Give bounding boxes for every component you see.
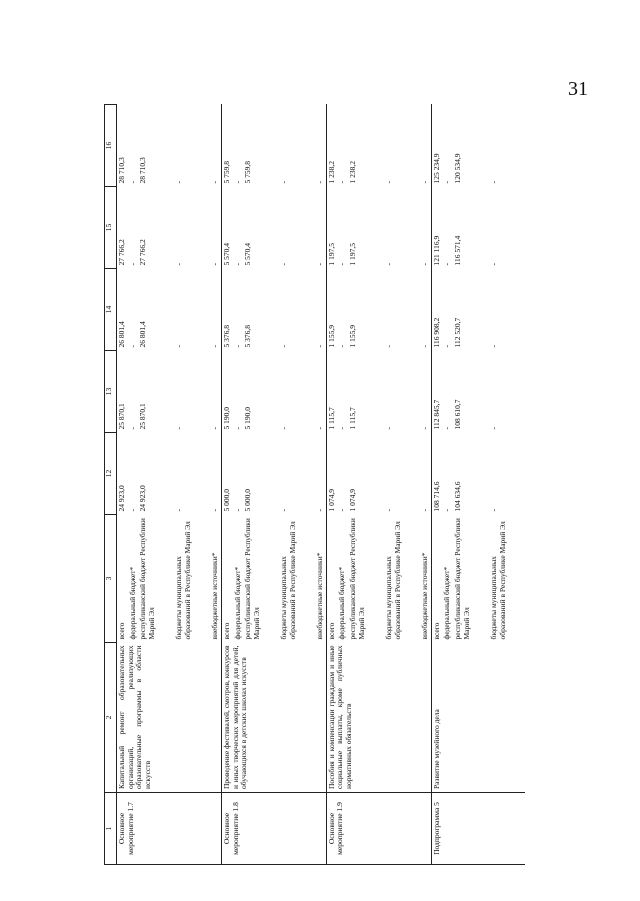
amount-cell: -	[174, 181, 184, 184]
funding-source: бюджеты муниципальных образований в Республике Марий Эл	[279, 521, 297, 640]
amount-cell: -	[442, 263, 452, 266]
measure-name: Развитие музейного дела	[431, 643, 525, 793]
amount-cell: 5 376,8	[243, 325, 253, 348]
table-row	[117, 105, 128, 865]
amount-cell: 108 610,7	[452, 399, 462, 430]
amount-cell: -	[232, 345, 242, 348]
amount-cell: -	[384, 427, 393, 430]
amount-cell: -	[384, 345, 393, 348]
amount-cell: 28 710,3	[117, 105, 128, 187]
amount-cell: -	[420, 345, 429, 348]
amount-cell: 25 870,1	[138, 403, 148, 430]
measure-id: Основное мероприятие 1.9	[326, 793, 431, 865]
amount-cell: 5 759,8	[243, 161, 253, 184]
amount-cell: -	[174, 263, 184, 266]
amount-cell: -	[488, 345, 498, 348]
header-cell: 3	[105, 515, 117, 643]
amount-cell: 1 197,5	[326, 187, 337, 269]
funding-source: федеральный бюджет*	[442, 566, 452, 640]
amount-cell: -	[279, 509, 289, 512]
amount-cell: -	[210, 509, 220, 512]
header-row	[105, 105, 117, 865]
header-cell: 16	[105, 105, 117, 187]
budget-table-rotated	[104, 105, 612, 865]
funding-source: всего	[221, 515, 232, 643]
amount-cell: 5 190,0	[221, 351, 232, 433]
amount-cell: -	[127, 509, 137, 512]
measure-id: Основное мероприятие 1.7	[117, 793, 222, 865]
amount-cell: 5 376,8	[221, 269, 232, 351]
funding-source: республиканский бюджет Республики Марий Эл	[243, 518, 261, 640]
funding-source: бюджеты муниципальных образований в Республике Марий Эл	[384, 521, 402, 640]
amount-cell: -	[279, 181, 289, 184]
amount-cell: 125 234,9	[431, 105, 442, 187]
amount-cell: 5 000,0	[243, 489, 253, 512]
amount-cell: -	[279, 427, 289, 430]
amount-cell: -	[420, 263, 429, 266]
amount-cell: -	[315, 345, 325, 348]
amount-cell: -	[384, 509, 393, 512]
funding-source: республиканский бюджет Республики Марий Эл	[138, 518, 156, 640]
header-cell: 15	[105, 187, 117, 269]
amount-cell: -	[315, 509, 325, 512]
amount-cell: -	[232, 181, 242, 184]
amount-cell: 26 801,4	[117, 269, 128, 351]
measure-id: Основное мероприятие 1.8	[221, 793, 326, 865]
amount-cell: -	[279, 345, 289, 348]
budget-table	[104, 104, 525, 865]
amount-cell: 1 074,9	[348, 489, 357, 512]
amount-cell: -	[174, 509, 184, 512]
measure-id: Подпрограмма 5	[431, 793, 525, 865]
amount-cell: 116 908,2	[431, 269, 442, 351]
header-cell: 12	[105, 433, 117, 515]
amount-cell: 5 190,0	[243, 407, 253, 430]
header-cell: 2	[105, 643, 117, 793]
amount-cell: 1 155,9	[326, 269, 337, 351]
amount-cell: 112 845,7	[431, 351, 442, 433]
amount-cell: -	[127, 181, 137, 184]
header-cell: 1	[105, 793, 117, 865]
amount-cell: 1 115,7	[326, 351, 337, 433]
amount-cell: -	[337, 427, 347, 430]
measure-name: Пособия и компенсации гражданам и иные социальные выплаты, кроме публичных нормативных обязательств	[326, 643, 431, 793]
amount-cell: 5 570,4	[243, 243, 253, 266]
page-number: 31	[568, 78, 588, 100]
amount-cell: 24 923,0	[117, 433, 128, 515]
funding-source: федеральный бюджет*	[337, 566, 347, 640]
amount-cell: 1 155,9	[348, 325, 357, 348]
amount-cell: -	[488, 263, 498, 266]
amount-cell: -	[488, 181, 498, 184]
funding-source: бюджеты муниципальных образований в Республике Марий Эл	[488, 521, 507, 640]
funding-source: республиканский бюджет Республики Марий Эл	[348, 518, 366, 640]
amount-cell: 1 115,7	[348, 407, 357, 430]
amount-cell: 1 238,2	[326, 105, 337, 187]
amount-cell: -	[315, 181, 325, 184]
table-body	[117, 105, 525, 865]
amount-cell: -	[210, 263, 220, 266]
header-cell: 13	[105, 351, 117, 433]
measure-name: Капитальный ремонт образовательных организаций, реализующих образовательные программы в области искусств	[117, 643, 222, 793]
funding-source: всего	[326, 515, 337, 643]
amount-cell: 121 116,9	[431, 187, 442, 269]
amount-cell: -	[384, 181, 393, 184]
amount-cell: -	[127, 427, 137, 430]
amount-cell: -	[488, 509, 498, 512]
amount-cell: 116 571,4	[452, 235, 462, 266]
amount-cell: -	[442, 181, 452, 184]
amount-cell: 25 870,1	[117, 351, 128, 433]
measure-name: Проведение фестивалей, смотров, конкурсов и иных творческих мероприятий для детей, обучающихся в детских школах искусств	[221, 643, 326, 793]
amount-cell: -	[337, 345, 347, 348]
amount-cell: 24 923,0	[138, 485, 148, 512]
amount-cell: -	[442, 427, 452, 430]
amount-cell: -	[210, 427, 220, 430]
amount-cell: 104 634,6	[452, 481, 462, 512]
amount-cell: -	[420, 181, 429, 184]
amount-cell: -	[442, 509, 452, 512]
amount-cell: -	[127, 263, 137, 266]
amount-cell: 5 759,8	[221, 105, 232, 187]
amount-cell: -	[210, 181, 220, 184]
amount-cell: 26 801,4	[138, 321, 148, 348]
amount-cell: 27 766,2	[138, 239, 148, 266]
amount-cell: 120 534,9	[452, 153, 462, 184]
amount-cell: -	[232, 427, 242, 430]
amount-cell: 108 714,6	[431, 433, 442, 515]
funding-source: всего	[117, 515, 128, 643]
amount-cell: -	[232, 263, 242, 266]
funding-source: внебюджетные источники*	[210, 552, 220, 640]
funding-source: федеральный бюджет*	[127, 566, 137, 640]
amount-cell: 27 766,2	[117, 187, 128, 269]
amount-cell: -	[420, 427, 429, 430]
header-cell: 14	[105, 269, 117, 351]
amount-cell: -	[337, 509, 347, 512]
amount-cell: -	[384, 263, 393, 266]
amount-cell: -	[210, 345, 220, 348]
funding-source: всего	[431, 515, 442, 643]
amount-cell: -	[174, 345, 184, 348]
amount-cell: -	[420, 509, 429, 512]
amount-cell: 1 238,2	[348, 161, 357, 184]
amount-cell: -	[442, 345, 452, 348]
amount-cell: -	[279, 263, 289, 266]
amount-cell: 112 520,7	[452, 317, 462, 348]
amount-cell: -	[315, 263, 325, 266]
funding-source: бюджеты муниципальных образований в Республике Марий Эл	[174, 521, 192, 640]
amount-cell: -	[315, 427, 325, 430]
amount-cell: 5 570,4	[221, 187, 232, 269]
funding-source: внебюджетные источники*	[315, 552, 325, 640]
amount-cell: 28 710,3	[138, 157, 148, 184]
amount-cell: -	[337, 181, 347, 184]
amount-cell: -	[337, 263, 347, 266]
amount-cell: -	[232, 509, 242, 512]
amount-cell: 1 074,9	[326, 433, 337, 515]
amount-cell: -	[488, 427, 498, 430]
funding-source: республиканский бюджет Республики Марий Эл	[452, 518, 471, 640]
amount-cell: -	[174, 427, 184, 430]
amount-cell: 1 197,5	[348, 243, 357, 266]
table-row	[221, 105, 232, 865]
amount-cell: -	[127, 345, 137, 348]
funding-source: внебюджетные источники*	[420, 552, 429, 640]
table-row	[431, 105, 442, 865]
table-row	[326, 105, 337, 865]
funding-source: федеральный бюджет*	[232, 566, 242, 640]
amount-cell: 5 000,0	[221, 433, 232, 515]
